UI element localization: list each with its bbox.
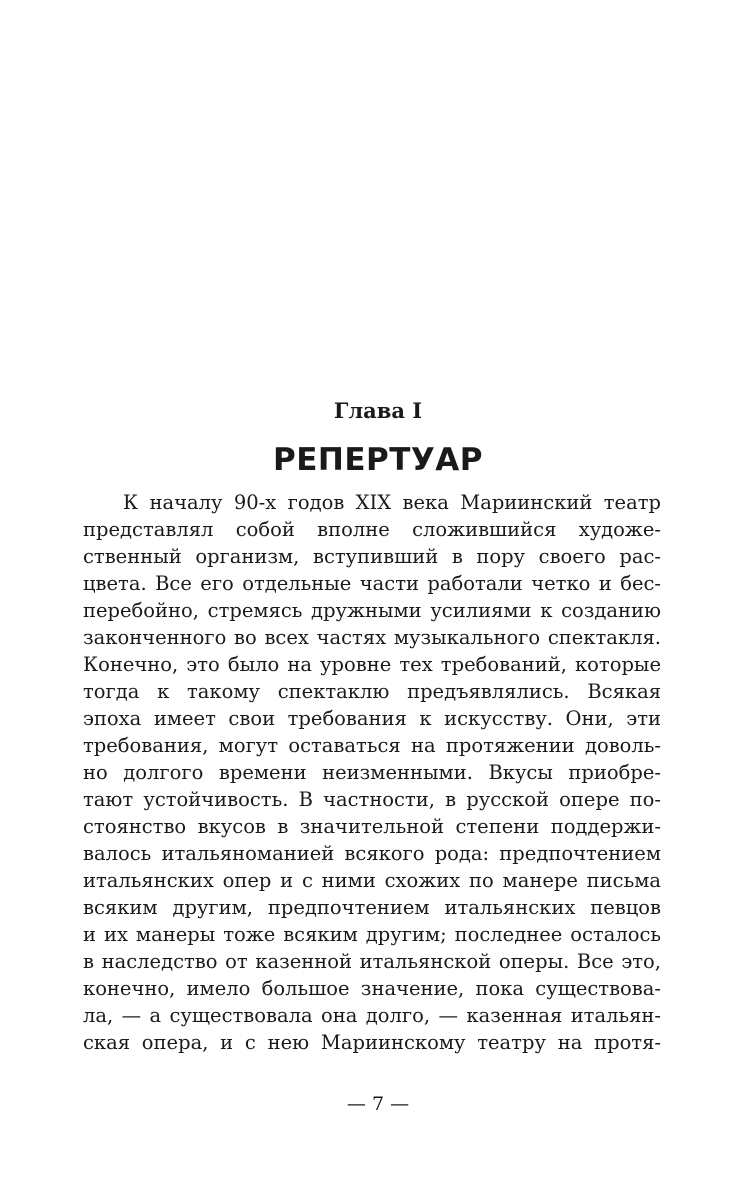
text-line: ская опера, и с нею Мариинскому театру на протя- <box>83 1031 661 1054</box>
text-line: стоянство вкусов в значительной степени поддержи- <box>83 815 661 838</box>
text-line: требования, могут оставаться на протяжении доволь- <box>83 734 661 757</box>
text-line: эпоха имеет свои требования к искусству. Они, эти <box>83 707 661 730</box>
text-line: Конечно, это было на уровне тех требований, которые <box>83 653 661 676</box>
text-line: ла, — а существовала она долго, — казенная итальян- <box>83 1004 661 1027</box>
text-line: всяким другим, предпочтением итальянских певцов <box>83 896 661 919</box>
text-line: тают устойчивость. В частности, в русской опере по- <box>83 788 661 811</box>
text-line: представлял собой вполне сложившийся художе- <box>83 518 661 541</box>
text-line: перебойно, стремясь дружными усилиями к созданию <box>83 599 661 622</box>
text-line: итальянских опер и с ними схожих по манере письма <box>83 869 661 892</box>
text-line: в наследство от казенной итальянской оперы. Все это, <box>83 950 661 973</box>
text-line: цвета. Все его отдельные части работали четко и бес- <box>83 572 661 595</box>
page-number: — 7 — <box>346 1093 410 1115</box>
chapter-label: Глава I <box>333 398 423 423</box>
text-line: законченного во всех частях музыкального спектакля. <box>83 626 661 649</box>
text-line: и их манеры тоже всяким другим; последнее осталось <box>83 923 661 946</box>
text-line: К началу 90-х годов XIX века Мариинский театр <box>123 491 661 514</box>
text-line: но долгого времени неизменными. Вкусы приобре- <box>83 761 661 784</box>
chapter-title: РЕПЕРТУАР <box>273 442 483 478</box>
body-text <box>83 489 661 1056</box>
text-line: тогда к такому спектаклю предъявлялись. Всякая <box>83 680 661 703</box>
text-line: конечно, имело большое значение, пока существова- <box>83 977 661 1000</box>
text-line: ственный организм, вступивший в пору своего рас- <box>83 545 661 568</box>
text-line: валось итальяноманией всякого рода: предпочтением <box>83 842 661 865</box>
